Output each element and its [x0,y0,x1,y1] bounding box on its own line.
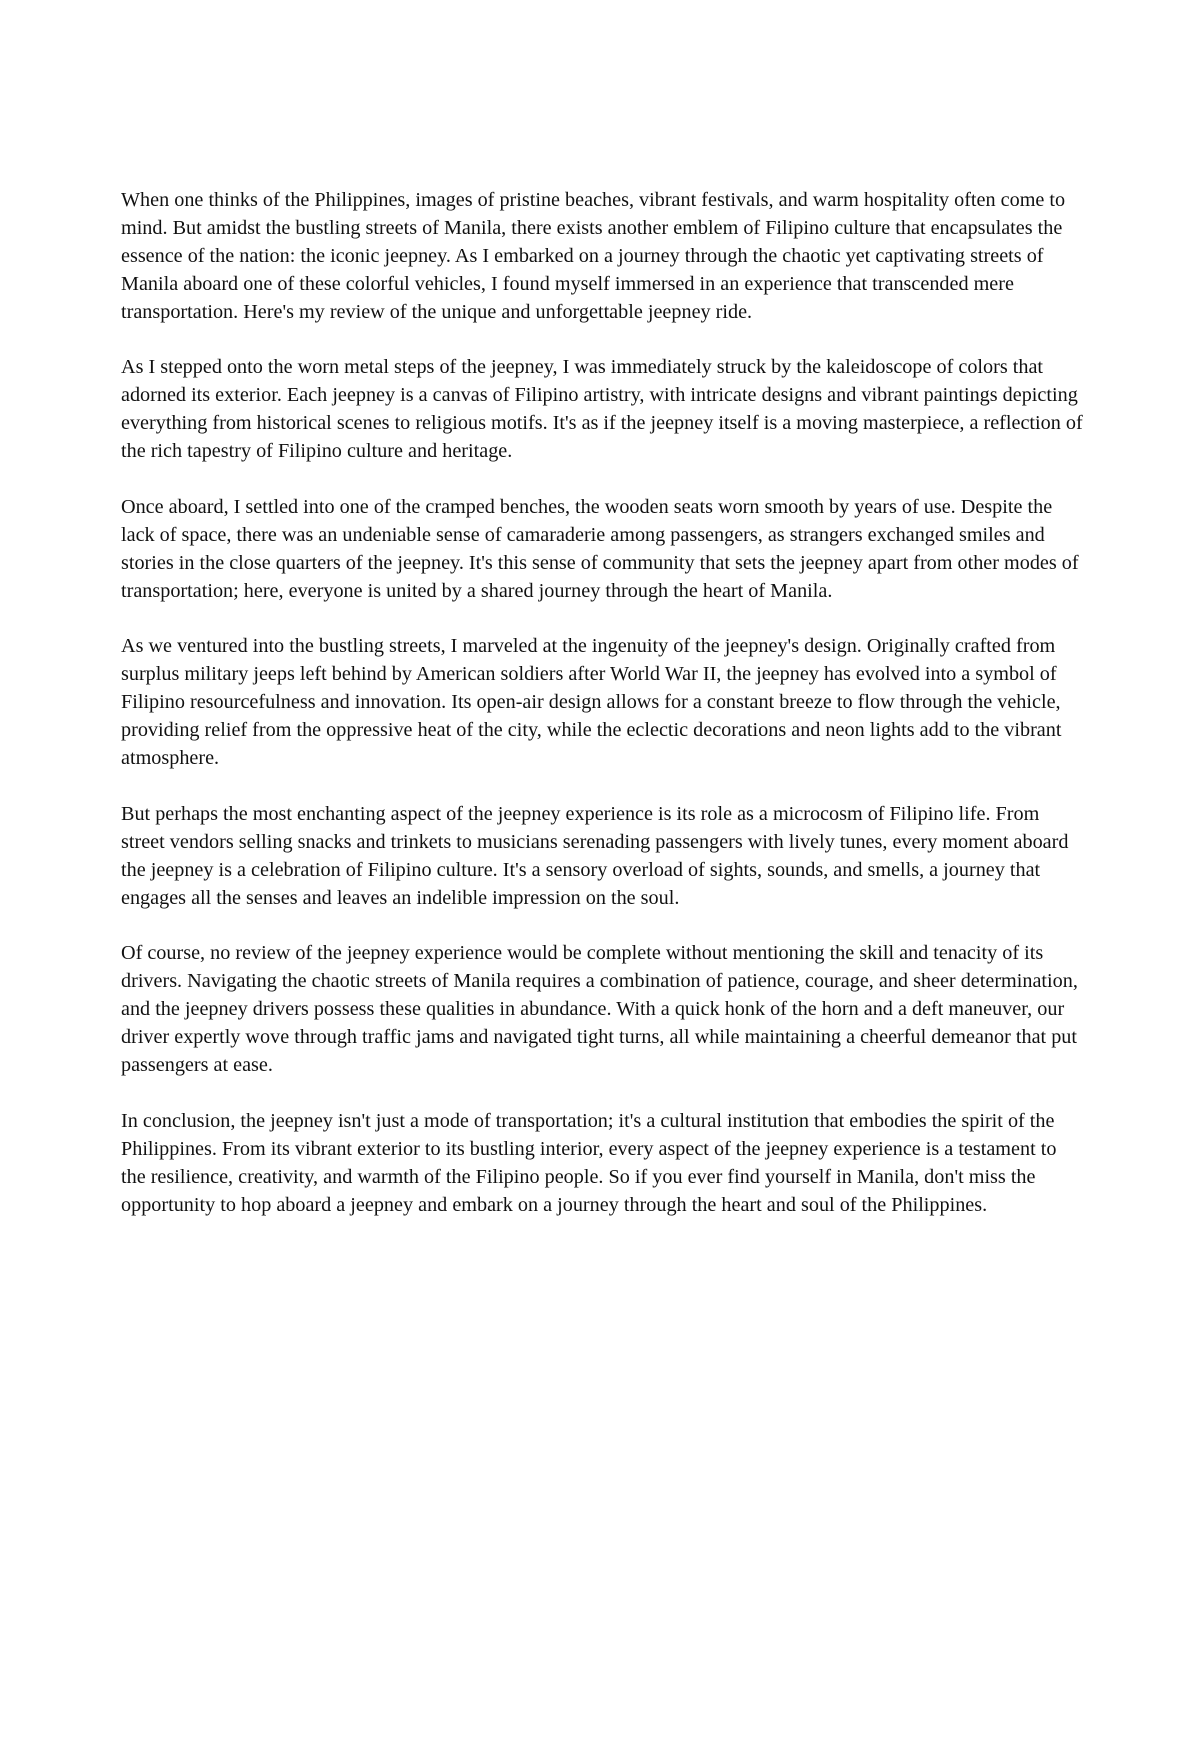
paragraph-5: But perhaps the most enchanting aspect of the jeepney experience is its role as a microcosm of Filipino life. From street vendors selling snacks and trinkets to musicians serenading passengers with lively tunes, every moment aboard the jeepney is a celebration of Filipino culture. It's a sensory overload of sights, sounds, and smells, a journey that engages all the senses and leaves an indelible impression on the soul. [121,802,1069,909]
paragraph-7: In conclusion, the jeepney isn't just a mode of transportation; it's a cultural institution that embodies the spirit of the Philippines. From its vibrant exterior to its bustling interior, every aspect of the jeepney experience is a testament to the resilience, creativity, and warmth of the Filipino people. So if you ever find yourself in Manila, don't miss the opportunity to hop aboard a jeepney and embark on a journey through the heart and soul of the Philippines. [121,1109,1057,1216]
paragraph-2: As I stepped onto the worn metal steps of the jeepney, I was immediately struck by the kaleidoscope of colors that adorned its exterior. Each jeepney is a canvas of Filipino artistry, with intricate designs and vibrant paintings depicting everything from historical scenes to religious motifs. It's as if the jeepney itself is a moving masterpiece, a reflection of the rich tapestry of Filipino culture and heritage. [121,356,1083,463]
paragraph-1: When one thinks of the Philippines, images of pristine beaches, vibrant festivals, and warm hospitality often come to mind. But amidst the bustling streets of Manila, there exists another emblem of Filipino culture that encapsulates the essence of the nation: the iconic jeepney. As I embarked on a journey through the chaotic yet captivating streets of Manila aboard one of these colorful vehicles, I found myself immersed in an experience that transcended mere transportation. Here's my review of the unique and unforgettable jeepney ride. [121,189,1066,323]
paragraph-4: As we ventured into the bustling streets, I marveled at the ingenuity of the jeepney's design. Originally crafted from surplus military jeeps left behind by American soldiers after World War II, the jeepney has evolved into a symbol of Filipino resourcefulness and innovation. Its open-air design allows for a constant breeze to flow through the vehicle, providing relief from the oppressive heat of the city, while the eclectic decorations and neon lights add to the vibrant atmosphere. [121,635,1062,770]
document-body [121,187,1083,1247]
paragraph-3: Once aboard, I settled into one of the cramped benches, the wooden seats worn smooth by years of use. Despite the lack of space, there was an undeniable sense of camaraderie among passengers, as strangers exchanged smiles and stories in the close quarters of the jeepney. It's this sense of community that sets the jeepney apart from other modes of transportation; here, everyone is united by a shared journey through the heart of Manila. [121,495,1079,602]
paragraph-6: Of course, no review of the jeepney experience would be complete without mentioning the skill and tenacity of its drivers. Navigating the chaotic streets of Manila requires a combination of patience, courage, and sheer determination, and the jeepney drivers possess these qualities in abundance. With a quick honk of the horn and a deft maneuver, our driver expertly wove through traffic jams and navigated tight turns, all while maintaining a cheerful demeanor that put passengers at ease. [121,942,1078,1077]
